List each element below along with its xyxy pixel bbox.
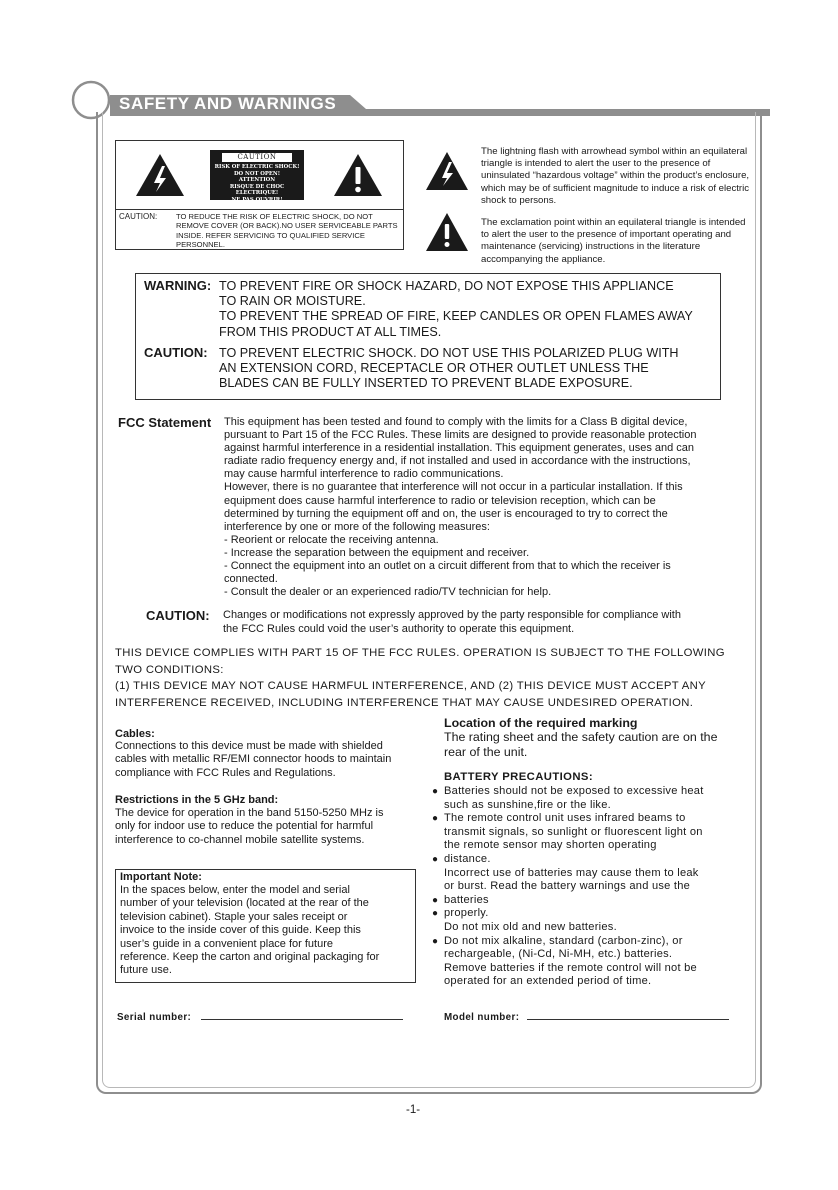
fcc-line: may cause harmful interference to radio communications. [224, 468, 504, 481]
bullet-icon: ● [432, 908, 439, 920]
exclamation-warning-icon [424, 211, 470, 253]
fcc-statement-text [224, 416, 746, 599]
battery-line-text: distance. [444, 852, 491, 865]
compliance-line: TWO CONDITIONS: [115, 663, 224, 676]
battery-line [444, 799, 754, 813]
location-line: rear of the unit. [444, 744, 528, 759]
battery-line-text: The remote control unit uses infrared beams to [444, 812, 686, 825]
restrictions-text [115, 807, 427, 847]
serial-number-field[interactable] [201, 1019, 403, 1020]
warning-caution-label: CAUTION: [144, 345, 208, 360]
restrictions-line: only for indoor use to reduce the potential for harmful [115, 820, 374, 833]
caution-sticker-line: RISK OF ELECTRIC SHOCK! [214, 164, 300, 170]
warning-line: TO PREVENT THE SPREAD OF FIRE, KEEP CANDLES OR OPEN FLAMES AWAY [219, 309, 693, 324]
compliance-line: INTERFERENCE RECEIVED, INCLUDING INTERFERENCE THAT MAY CAUSE UNDESIRED OPERATION. [115, 696, 694, 709]
compliance-line: THIS DEVICE COMPLIES WITH PART 15 OF THE FCC RULES. OPERATION IS SUBJECT TO THE FOLLOWING [115, 647, 725, 659]
battery-line-text: Batteries should not be exposed to excessive heat [444, 785, 704, 797]
warning-label: WARNING: [144, 278, 212, 293]
bullet-icon: ● [432, 894, 439, 906]
cables-line: compliance with FCC Rules and Regulations. [115, 766, 336, 779]
restrictions-heading: Restrictions in the 5 GHz band: [115, 794, 279, 806]
exclamation-explanation: The exclamation point within an equilateral triangle is intended to alert the user to the presence of important operating and maintenance (servicing) instructions in the literature accompanying the appliance. [481, 217, 746, 265]
fcc-line: radiate radio frequency energy and, if not installed and used in accordance with the instructions, [224, 455, 691, 468]
bullet-icon: ● [432, 813, 439, 825]
battery-line-text: Remove batteries if the remote control will not be [444, 961, 697, 974]
warning-caution-line: AN EXTENSION CORD, RECEPTACLE OR OTHER OUTLET UNLESS THE [219, 361, 649, 376]
caution-sticker-title: CAUTION [222, 153, 292, 162]
fcc-line: determined by turning the equipment off and on, the user is encouraged to try to correct the [224, 507, 668, 520]
battery-line-text: Do not mix alkaline, standard (carbon-zinc), or [444, 934, 683, 947]
location-heading: Location of the required marking [444, 716, 638, 730]
fcc-statement-label: FCC Statement [118, 415, 212, 430]
location-line: The rating sheet and the safety caution are on the [444, 730, 718, 744]
battery-line-text: batteries [444, 893, 489, 906]
bullet-icon: ● [432, 786, 439, 797]
fcc-line: This equipment has been tested and found to comply with the limits for a Class B digital device, [224, 416, 688, 428]
battery-line-text: Incorrect use of batteries may cause them to leak [444, 866, 699, 879]
fcc-line: However, there is no guarantee that interference will not occur in a particular installation. If this [224, 481, 683, 494]
battery-line-text: operated for an extended period of time. [444, 975, 652, 988]
battery-line-text: rechargeable, (Ni-Cd, Ni-MH, etc.) batteries. [444, 948, 673, 961]
cables-text [115, 740, 427, 780]
compliance-line: (1) THIS DEVICE MAY NOT CAUSE HARMFUL INTERFERENCE, AND (2) THIS DEVICE MUST ACCEPT ANY [115, 680, 707, 693]
battery-line [444, 839, 754, 853]
warning-box [135, 273, 721, 400]
warning-line: FROM THIS PRODUCT AT ALL TIMES. [219, 324, 442, 339]
note-line: television cabinet). Staple your sales receipt or [120, 910, 348, 923]
caution-sticker-line: RISQUE DE CHOC ELECTRIQUE! [229, 183, 285, 197]
lightning-explanation: The lightning flash with arrowhead symbol within an equilateral triangle is intended to alert the user to the presence of uninsulated “hazardous voltage” within the product’s enclosure, which may be of sufficient magnitude to induce a risk of electric shock to persons. [481, 146, 750, 206]
note-line: number of your television (located at the rear of the [120, 897, 369, 910]
battery-line-text: the remote sensor may shorten operating [444, 839, 657, 852]
restrictions-line: interference to co-channel mobile satellite systems. [115, 833, 365, 846]
page-title: SAFETY AND WARNINGS [119, 94, 337, 113]
battery-line [432, 907, 754, 921]
important-note-box [115, 869, 416, 983]
caution-sticker-line: DO NOT OPEN! [233, 170, 281, 177]
battery-line [444, 921, 754, 935]
cables-line: cables with metallic RF/EMI connector hoods to maintain [115, 753, 392, 766]
battery-line [432, 785, 754, 799]
lightning-warning-icon [134, 152, 186, 198]
battery-line-text: properly. [444, 907, 489, 920]
note-line: In the spaces below, enter the model and serial [120, 884, 350, 896]
fcc-caution-line: Changes or modifications not expressly approved by the party responsible for compliance with [223, 609, 681, 621]
fcc-line: - Connect the equipment into an outlet on a circuit different from that to which the receiver is [224, 560, 671, 573]
warning-text [219, 279, 729, 340]
warning-caution-line: TO PREVENT ELECTRIC SHOCK. DO NOT USE THIS POLARIZED PLUG WITH [219, 346, 679, 360]
model-number-field[interactable] [527, 1019, 729, 1020]
battery-precautions-list [432, 785, 754, 989]
bullet-icon: ● [432, 853, 439, 865]
caution-label-text: TO REDUCE THE RISK OF ELECTRIC SHOCK, DO NOT REMOVE COVER (OR BACK).NO USER SERVICEABLE PARTS INSIDE. REFER SERVICING TO QUALIFIED SERVICE PERSONNEL. [176, 212, 398, 249]
battery-line-text: such as sunshine,fire or the like. [444, 798, 611, 811]
battery-line [432, 852, 754, 867]
battery-line [444, 948, 754, 962]
fcc-line: against harmful interference in a residential installation. This equipment generates, uses and can [224, 442, 695, 455]
warning-line: TO RAIN OR MOISTURE. [219, 294, 366, 309]
caution-label-graphics [116, 141, 403, 210]
battery-line [444, 826, 754, 840]
exclamation-warning-icon [332, 152, 384, 198]
lightning-warning-icon [424, 150, 470, 192]
battery-line [444, 867, 754, 881]
caution-sticker-line: NE PAS OUVRIR! [231, 196, 283, 203]
cables-line: Connections to this device must be made with shielded [115, 740, 383, 752]
note-line: reference. Keep the carton and original packaging for [120, 951, 380, 964]
battery-heading: BATTERY PRECAUTIONS: [444, 771, 594, 783]
page-number: -1- [406, 1104, 421, 1116]
location-text [444, 730, 754, 760]
battery-line [432, 934, 754, 949]
serial-number-label: Serial number: [117, 1012, 192, 1023]
important-note-text [120, 884, 412, 978]
battery-line [444, 975, 754, 989]
restrictions-line: The device for operation in the band 5150-5250 MHz is [115, 807, 384, 819]
caution-label-box [115, 140, 404, 250]
battery-line [444, 880, 754, 894]
fcc-line: - Increase the separation between the equipment and receiver. [224, 546, 530, 559]
caution-sticker [210, 150, 304, 203]
fcc-caution-label: CAUTION: [146, 608, 210, 623]
compliance-statement [115, 645, 755, 711]
fcc-line: interference by one or more of the following measures: [224, 520, 490, 533]
fcc-line: connected. [224, 573, 278, 586]
important-note-heading: Important Note: [120, 871, 202, 883]
warning-caution-text [219, 346, 729, 392]
bullet-icon: ● [432, 935, 439, 947]
note-line: invoice to the inside cover of this guide. Keep this [120, 924, 361, 937]
caution-prefix: CAUTION: [119, 212, 158, 221]
battery-line [432, 812, 754, 826]
fcc-line: pursuant to Part 15 of the FCC Rules. These limits are designed to provide reasonable protection [224, 429, 697, 442]
fcc-caution-line: the FCC Rules could void the user’s authority to operate this equipment. [223, 622, 575, 635]
note-line: future use. [120, 964, 172, 977]
fcc-line: equipment does cause harmful interference to radio or television reception, which can be [224, 494, 656, 507]
warning-line: TO PREVENT FIRE OR SHOCK HAZARD, DO NOT EXPOSE THIS APPLIANCE [219, 279, 674, 293]
fcc-line: - Consult the dealer or an experienced radio/TV technician for help. [224, 586, 552, 599]
battery-line-text: Do not mix old and new batteries. [444, 920, 617, 933]
model-number-label: Model number: [444, 1012, 520, 1023]
battery-line-text: or burst. Read the battery warnings and use the [444, 880, 691, 893]
caution-sticker-line: ATTENTION [238, 177, 276, 184]
battery-line [432, 893, 754, 908]
fcc-caution-text [223, 609, 743, 636]
battery-line-text: transmit signals, so sunlight or fluorescent light on [444, 825, 703, 838]
battery-line [444, 962, 754, 976]
fcc-line: - Reorient or relocate the receiving antenna. [224, 533, 439, 546]
warning-caution-line: BLADES CAN BE FULLY INSERTED TO PREVENT BLADE EXPOSURE. [219, 376, 633, 391]
cables-heading: Cables: [115, 728, 155, 740]
note-line: user’s guide in a convenient place for future [120, 937, 334, 950]
